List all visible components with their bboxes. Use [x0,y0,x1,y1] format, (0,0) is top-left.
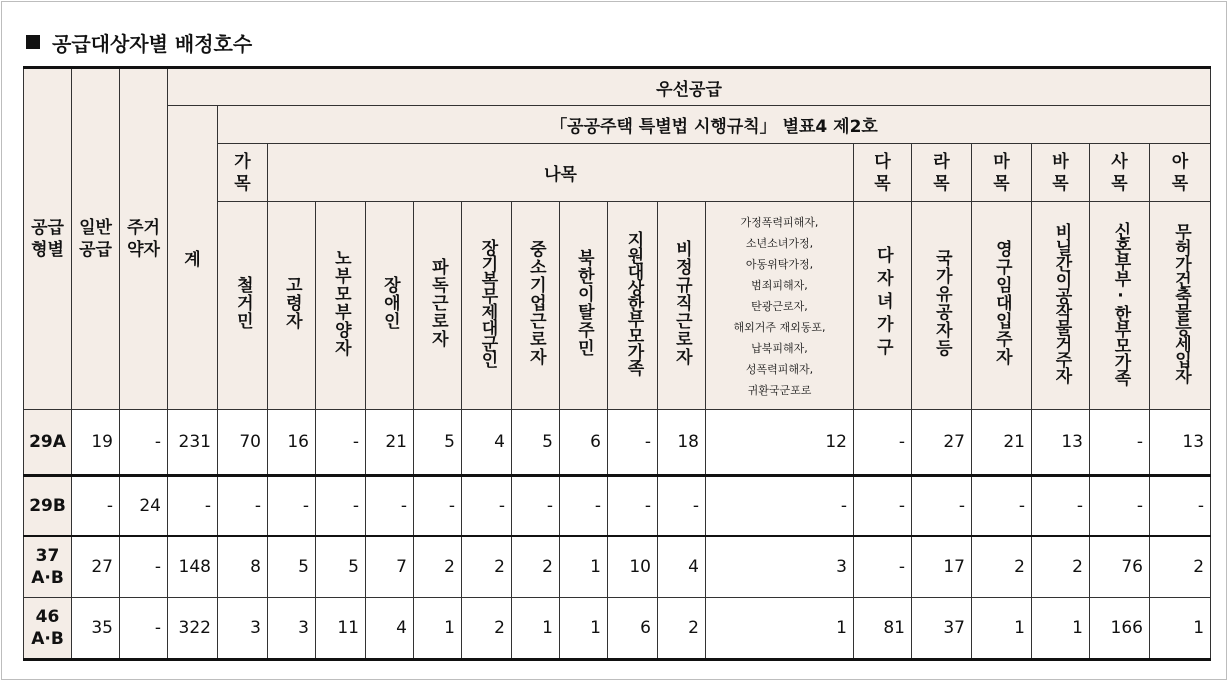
cell-unlicensed: 13 [1150,410,1211,476]
table-row [24,536,1211,598]
cell-veteran: 2 [462,536,512,598]
header-multichild: 다자녀가구 [854,202,912,410]
cell-evictee: 8 [218,536,268,598]
cell-vinyl: 1 [1032,598,1090,660]
cell-evictee: - [218,476,268,536]
cell-newlywed: 166 [1090,598,1150,660]
cell-general: - [72,476,120,536]
header-disabled: 장애인 [366,202,414,410]
cell-defector: 1 [560,598,608,660]
header-da-mok: 다 목 [854,144,912,202]
header-na-mok: 나목 [268,144,854,202]
row-type: 29B [24,476,72,536]
cell-multichild: - [854,476,912,536]
cell-miner: - [414,476,462,536]
cell-perm-rental: 2 [972,536,1032,598]
cell-total: - [168,476,218,536]
cell-sme: 1 [512,598,560,660]
cell-unlicensed: - [1150,476,1211,536]
header-ba-mok: 바 목 [1032,144,1090,202]
cell-victims: 12 [706,410,854,476]
cell-defector: 1 [560,536,608,598]
section-title-text: 공급대상자별 배정호수 [52,31,253,56]
cell-elderly-parent: - [316,410,366,476]
cell-irregular: - [658,476,706,536]
cell-elderly-parent: 5 [316,536,366,598]
cell-merit: - [912,476,972,536]
header-ma-mok: 마 목 [972,144,1032,202]
cell-disabled: 4 [366,598,414,660]
header-elderly-parent: 노부모부양자 [316,202,366,410]
cell-elderly: - [268,476,316,536]
cell-vinyl: 2 [1032,536,1090,598]
header-newlywed: 신혼부부·한부모가족 [1090,202,1150,410]
cell-victims: 3 [706,536,854,598]
cell-irregular: 4 [658,536,706,598]
row-type: 29A [24,410,72,476]
cell-merit: 27 [912,410,972,476]
cell-total: 322 [168,598,218,660]
cell-elderly: 3 [268,598,316,660]
header-unlicensed: 무허가건축물등세입자 [1150,202,1211,410]
header-ra-mok: 라 목 [912,144,972,202]
cell-general: 35 [72,598,120,660]
cell-miner: 5 [414,410,462,476]
cell-perm-rental: - [972,476,1032,536]
cell-sme: 5 [512,410,560,476]
cell-veteran: 4 [462,410,512,476]
cell-defector: 6 [560,410,608,476]
cell-elderly-parent: 11 [316,598,366,660]
cell-total: 148 [168,536,218,598]
cell-sme: - [512,476,560,536]
header-rule: 「공공주택 특별법 시행규칙」 별표4 제2호 [218,106,1211,144]
header-priority-supply: 우선공급 [168,68,1211,106]
cell-veteran: 2 [462,598,512,660]
cell-vulnerable: - [120,410,168,476]
row-type: 37 A·B [24,536,72,598]
cell-evictee: 70 [218,410,268,476]
cell-general: 27 [72,536,120,598]
cell-victims: - [706,476,854,536]
cell-single-parent: - [608,410,658,476]
header-general-supply: 일반 공급 [72,68,120,410]
header-irregular: 비정규직근로자 [658,202,706,410]
cell-single-parent: - [608,476,658,536]
cell-perm-rental: 1 [972,598,1032,660]
table-row [24,410,1211,476]
header-perm-rental: 영구임대입주자 [972,202,1032,410]
cell-newlywed: 76 [1090,536,1150,598]
section-title [26,28,252,56]
cell-defector: - [560,476,608,536]
header-ah-mok: 아 목 [1150,144,1211,202]
cell-newlywed: - [1090,476,1150,536]
row-type: 46 A·B [24,598,72,660]
cell-multichild: - [854,536,912,598]
header-defector: 북한이탈주민 [560,202,608,410]
header-merit: 국가유공자등 [912,202,972,410]
table-row [24,598,1211,660]
square-bullet-icon [26,35,40,49]
cell-vinyl: 13 [1032,410,1090,476]
cell-evictee: 3 [218,598,268,660]
cell-irregular: 18 [658,410,706,476]
cell-unlicensed: 2 [1150,536,1211,598]
cell-general: 19 [72,410,120,476]
header-veteran: 장기복무제대군인 [462,202,512,410]
header-supply-type: 공급 형별 [24,68,72,410]
cell-vulnerable: - [120,598,168,660]
cell-vinyl: - [1032,476,1090,536]
cell-single-parent: 10 [608,536,658,598]
header-sa-mok: 사 목 [1090,144,1150,202]
cell-elderly-parent: - [316,476,366,536]
cell-newlywed: - [1090,410,1150,476]
header-vinyl: 비닐간이공작물거주자 [1032,202,1090,410]
cell-disabled: 7 [366,536,414,598]
header-miner: 파독근로자 [414,202,462,410]
cell-vulnerable: - [120,536,168,598]
cell-elderly: 5 [268,536,316,598]
header-residential-vulnerable: 주거 약자 [120,68,168,410]
cell-disabled: 21 [366,410,414,476]
cell-veteran: - [462,476,512,536]
header-single-parent: 지원대상한부모가족 [608,202,658,410]
cell-irregular: 2 [658,598,706,660]
cell-disabled: - [366,476,414,536]
table-row [24,476,1211,536]
cell-unlicensed: 1 [1150,598,1211,660]
cell-multichild: 81 [854,598,912,660]
cell-vulnerable: 24 [120,476,168,536]
cell-sme: 2 [512,536,560,598]
header-elderly: 고령자 [268,202,316,410]
header-total: 계 [168,106,218,410]
header-victims: 가정폭력피해자, 소년소녀가정, 아동위탁가정, 범죄피해자, 탄광근로자, 해외거주 재외동포, 납북피해자, 성폭력피해자, 귀환국군포로 [706,202,854,410]
cell-miner: 2 [414,536,462,598]
cell-victims: 1 [706,598,854,660]
cell-perm-rental: 21 [972,410,1032,476]
cell-total: 231 [168,410,218,476]
allocation-table [23,66,1211,661]
cell-multichild: - [854,410,912,476]
cell-miner: 1 [414,598,462,660]
header-ga-mok: 가 목 [218,144,268,202]
header-evictee: 철거민 [218,202,268,410]
header-sme: 중소기업근로자 [512,202,560,410]
cell-single-parent: 6 [608,598,658,660]
cell-merit: 37 [912,598,972,660]
cell-elderly: 16 [268,410,316,476]
cell-merit: 17 [912,536,972,598]
